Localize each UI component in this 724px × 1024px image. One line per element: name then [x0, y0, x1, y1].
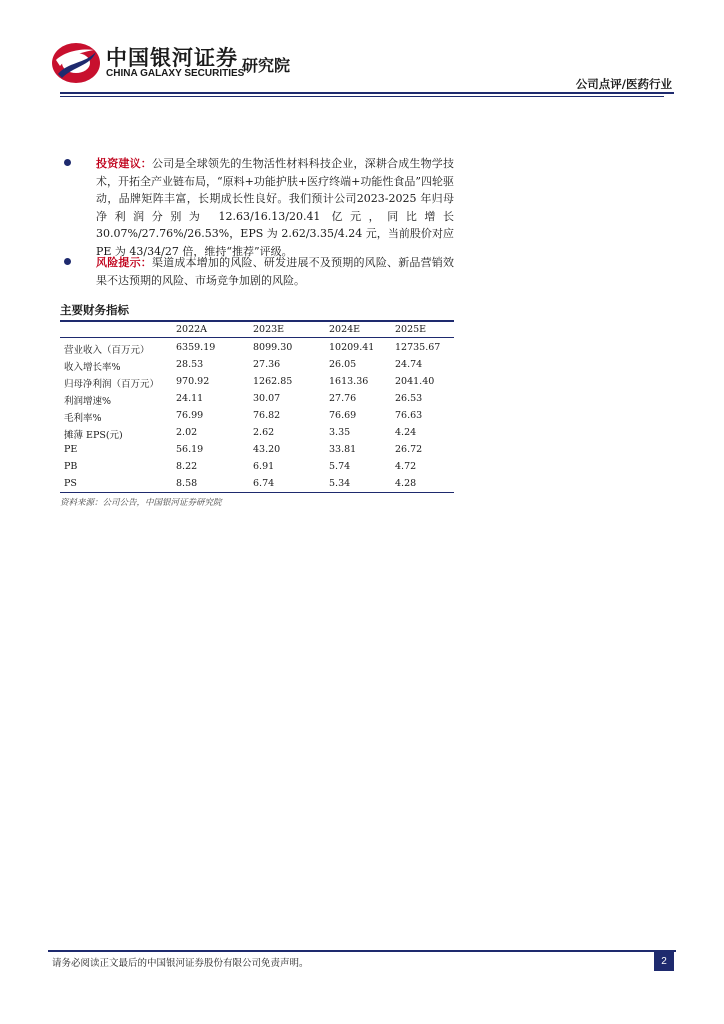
header-divider-thin: [60, 96, 664, 97]
table-cell: 4.24: [395, 427, 417, 438]
table-header-cell: 2024E: [329, 324, 361, 335]
bullet-dot-icon: [64, 258, 71, 265]
table-cell: 8.22: [176, 461, 198, 472]
row-label: 营业收入（百万元）: [64, 345, 150, 356]
brand-name-en: CHINA GALAXY SECURITIES: [106, 68, 245, 79]
table-cell: 6.74: [253, 478, 275, 489]
row-label: PS: [64, 478, 77, 489]
bullet-body: 渠道成本增加的风险、研发进展不及预期的风险、新品营销效果不达预期的风险、市场竞争加剧的风险。: [96, 256, 454, 287]
table-cell: 27.36: [253, 359, 281, 370]
footer-disclaimer: 请务必阅读正文最后的中国银河证券股份有限公司免责声明。: [52, 958, 309, 969]
table-cell: 8099.30: [253, 342, 293, 353]
bullet-paragraph: [96, 254, 454, 289]
table-cell: 4.28: [395, 478, 417, 489]
row-label: 摊薄 EPS(元): [64, 430, 123, 441]
table-title: 主要财务指标: [60, 303, 129, 317]
table-cell: 3.35: [329, 427, 351, 438]
table-cell: 56.19: [176, 444, 204, 455]
row-label: 收入增长率%: [64, 362, 121, 373]
bullet-label: 风险提示：: [96, 256, 152, 269]
bullet-dot-icon: [64, 159, 71, 166]
table-bottom-rule: [60, 492, 454, 493]
row-label: 毛利率%: [64, 413, 102, 424]
footer-divider: [48, 950, 676, 952]
table-cell: 24.11: [176, 393, 204, 404]
table-cell: 27.76: [329, 393, 357, 404]
header-divider: [60, 92, 674, 94]
table-cell: 26.53: [395, 393, 423, 404]
table-cell: 26.72: [395, 444, 423, 455]
table-cell: 2.02: [176, 427, 198, 438]
table-cell: 28.53: [176, 359, 204, 370]
table-cell: 76.69: [329, 410, 357, 421]
table-header-cell: 2022A: [176, 324, 208, 335]
table-cell: 6.91: [253, 461, 275, 472]
table-cell: 4.72: [395, 461, 417, 472]
table-cell: 8.58: [176, 478, 198, 489]
table-cell: 970.92: [176, 376, 210, 387]
institute-name: 研究院: [242, 56, 291, 75]
table-cell: 6359.19: [176, 342, 216, 353]
table-cell: 30.07: [253, 393, 281, 404]
table-cell: 26.05: [329, 359, 357, 370]
row-label: PE: [64, 444, 78, 455]
table-top-rule: [60, 320, 454, 322]
table-cell: 12735.67: [395, 342, 441, 353]
bullet-paragraph: [96, 155, 454, 260]
table-cell: 5.74: [329, 461, 351, 472]
table-cell: 24.74: [395, 359, 423, 370]
table-header-cell: 2025E: [395, 324, 427, 335]
table-cell: 1262.85: [253, 376, 293, 387]
bullet-body: 公司是全球领先的生物活性材料科技企业，深耕合成生物学技术，开拓全产业链布局，“原料+功能护肤+医疗终端+功能性食品”四轮驱动，品牌矩阵丰富，长期成长性良好。我们预计公司2023-2025 年归母净利润分别为 12.63/16.13/20.41 亿元，同比增长30.07%/27.76%/26.53%，EPS 为 2.62/3.35/4.24 元，当前股价对应 PE 为 43/34/27 倍，维持“推荐”评级。: [96, 157, 454, 258]
table-header-cell: 2023E: [253, 324, 285, 335]
row-label: 归母净利润（百万元）: [64, 379, 160, 390]
table-source: 资料来源：公司公告，中国银河证券研究院: [60, 498, 222, 508]
row-label: 利润增速%: [64, 396, 112, 407]
table-cell: 76.82: [253, 410, 281, 421]
page-number: 2: [654, 952, 674, 971]
table-cell: 76.99: [176, 410, 204, 421]
table-cell: 43.20: [253, 444, 281, 455]
bullet-label: 投资建议：: [96, 157, 152, 170]
table-header-rule: [60, 337, 454, 338]
table-cell: 2.62: [253, 427, 275, 438]
table-cell: 76.63: [395, 410, 423, 421]
table-cell: 2041.40: [395, 376, 435, 387]
brand-name-cn: 中国银河证券: [106, 46, 238, 70]
report-category: 公司点评/医药行业: [575, 77, 672, 91]
table-cell: 5.34: [329, 478, 351, 489]
table-cell: 10209.41: [329, 342, 375, 353]
table-cell: 33.81: [329, 444, 357, 455]
galaxy-logo-icon: [50, 40, 102, 86]
table-cell: 1613.36: [329, 376, 369, 387]
row-label: PB: [64, 461, 78, 472]
